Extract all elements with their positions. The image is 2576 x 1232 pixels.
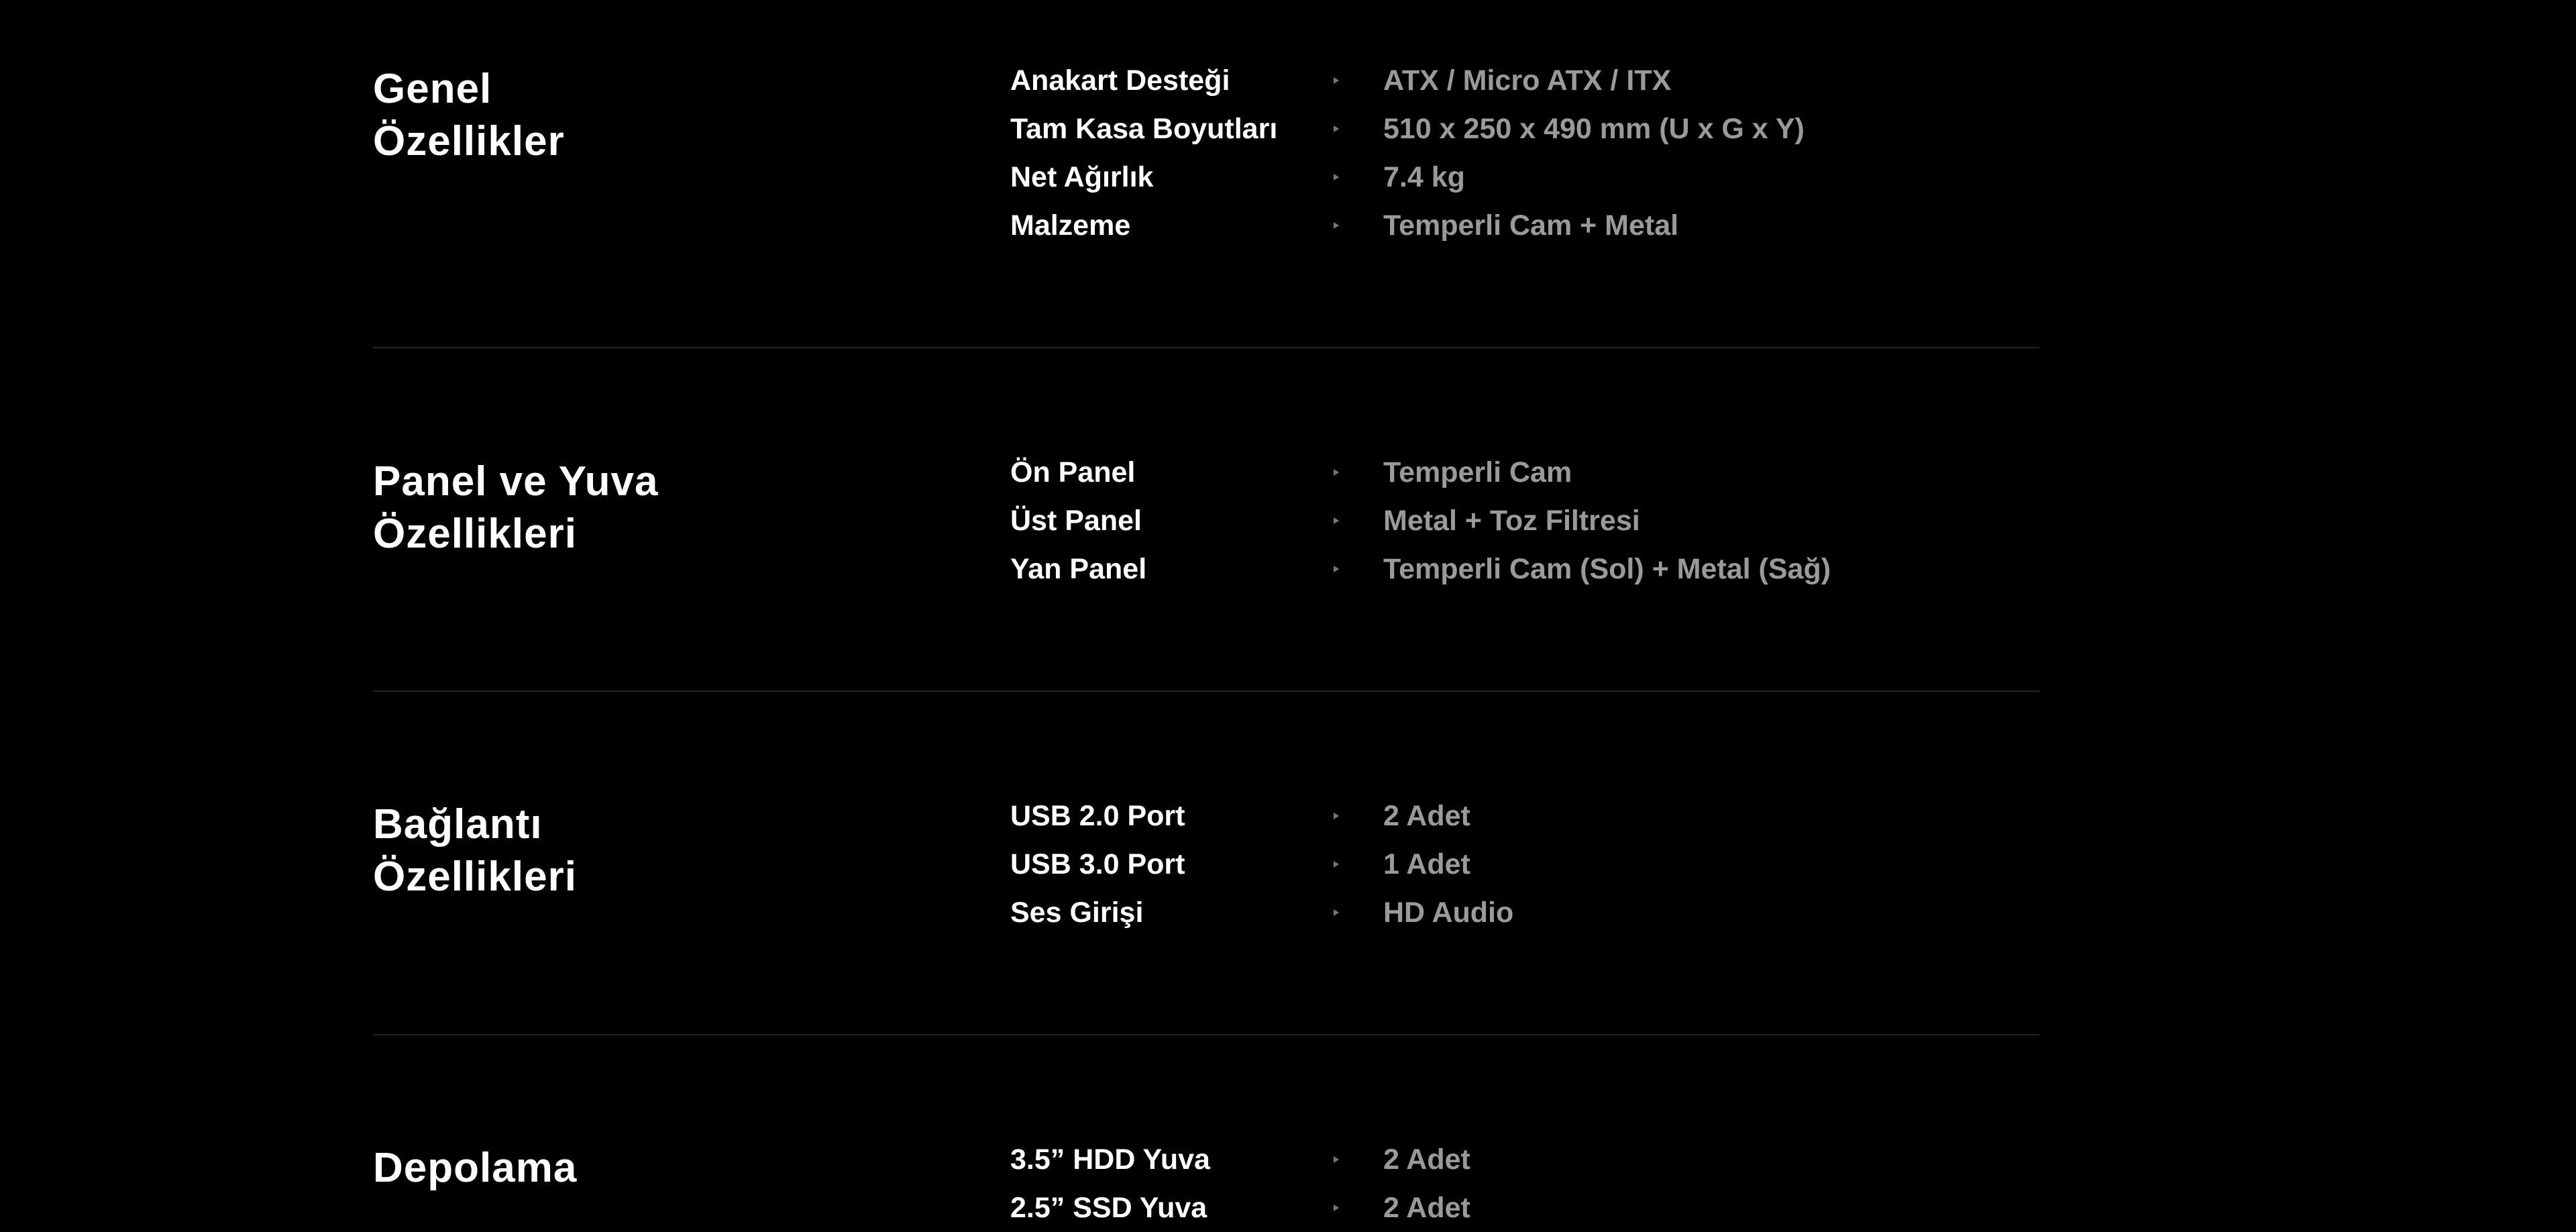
section-title-line: Özellikleri — [373, 511, 577, 557]
spec-value: 7.4 kg — [1383, 161, 1465, 193]
section-title-line: Genel — [373, 66, 492, 112]
spec-key: USB 2.0 Port — [1010, 800, 1185, 832]
section-title-line: Depolama — [373, 1145, 578, 1191]
triangle-right-icon — [1334, 1156, 1339, 1163]
spec-value: 510 x 250 x 490 mm (U x G x Y) — [1383, 113, 1805, 145]
spec-row — [1010, 1184, 2017, 1232]
section-title-line: Özellikler — [373, 118, 565, 164]
spec-key: USB 3.0 Port — [1010, 848, 1185, 880]
section-title-line: Özellikleri — [373, 854, 577, 900]
section-title-line: Panel ve Yuva — [373, 458, 659, 505]
spec-key: Yan Panel — [1010, 553, 1147, 585]
spec-value: HD Audio — [1383, 896, 1514, 929]
spec-key: 2.5” SSD Yuva — [1010, 1192, 1208, 1224]
spec-section-storage — [373, 0, 2039, 1224]
spec-value: Metal + Toz Filtresi — [1383, 505, 1640, 537]
section-title-line: Bağlantı — [373, 801, 543, 848]
spec-key: Malzeme — [1010, 209, 1131, 242]
spec-value: Temperli Cam — [1383, 456, 1572, 489]
spec-key: 3.5” HDD Yuva — [1010, 1143, 1210, 1176]
spec-value: ATX / Micro ATX / ITX — [1383, 64, 1672, 97]
spec-value: 2 Adet — [1383, 1192, 1470, 1224]
triangle-right-icon — [1334, 1204, 1339, 1211]
section-title — [373, 1142, 577, 1194]
spec-value: Temperli Cam + Metal — [1383, 209, 1679, 242]
spec-value: 2 Adet — [1383, 1143, 1470, 1176]
spec-key: Ön Panel — [1010, 456, 1136, 489]
spec-row — [1010, 1135, 2017, 1184]
spec-key: Net Ağırlık — [1010, 161, 1154, 193]
spec-value: 2 Adet — [1383, 800, 1470, 832]
spec-key: Anakart Desteği — [1010, 64, 1230, 97]
spec-key: Üst Panel — [1010, 505, 1142, 537]
spec-key: Ses Girişi — [1010, 896, 1144, 929]
spec-value: Temperli Cam (Sol) + Metal (Sağ) — [1383, 553, 1831, 585]
spec-key: Tam Kasa Boyutları — [1010, 113, 1278, 145]
spec-value: 1 Adet — [1383, 848, 1470, 880]
spec-list — [1010, 1135, 2017, 1232]
